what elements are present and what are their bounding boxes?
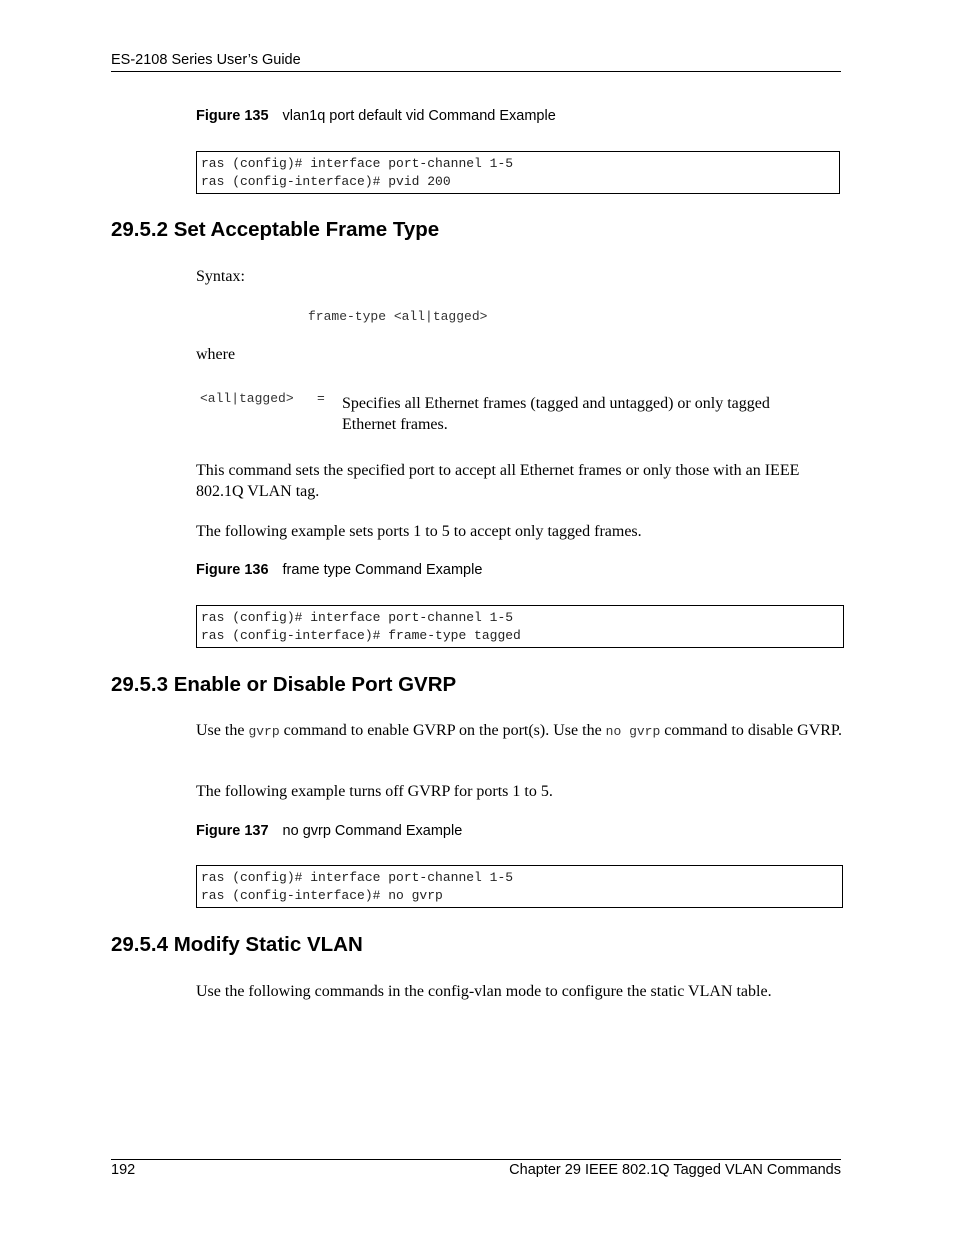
chapter-title: Chapter 29 IEEE 802.1Q Tagged VLAN Commands — [509, 1162, 841, 1178]
code-line: ras (config-interface)# no gvrp — [201, 887, 443, 903]
paragraph: The following example turns off GVRP for ports 1 to 5. — [196, 783, 553, 800]
code-line: ras (config-interface)# pvid 200 — [201, 173, 451, 189]
code-example-box — [196, 605, 844, 648]
page-number: 192 — [111, 1162, 136, 1178]
figure-caption — [196, 562, 482, 578]
figure-title: vlan1q port default vid Command Example — [282, 108, 556, 124]
code-example-box — [196, 151, 840, 194]
inline-code: gvrp — [248, 724, 280, 739]
figure-caption — [196, 823, 462, 839]
figure-label: Figure 137 — [196, 823, 269, 839]
inline-code: no gvrp — [605, 724, 661, 739]
parameter-name: <all|tagged> — [200, 391, 294, 406]
paragraph: Use the following commands in the config-vlan mode to configure the static VLAN table. — [196, 983, 772, 1000]
running-header: ES-2108 Series User’s Guide — [111, 52, 301, 68]
paragraph: This command sets the specified port to accept all Ethernet frames or only those with an IEEE 802.1Q VLAN tag. — [196, 462, 800, 500]
paragraph: The following example sets ports 1 to 5 to accept only tagged frames. — [196, 523, 642, 540]
figure-title: frame type Command Example — [282, 562, 483, 578]
text-run: Use the — [196, 722, 249, 739]
syntax-code: frame-type <all|tagged> — [308, 309, 488, 324]
code-example-box — [196, 865, 843, 908]
footer-rule — [111, 1159, 841, 1160]
figure-caption — [196, 108, 556, 124]
code-line: ras (config)# interface port-channel 1-5 — [201, 156, 514, 171]
header-rule — [111, 71, 841, 72]
paragraph — [196, 720, 844, 742]
figure-label: Figure 135 — [196, 108, 269, 124]
code-line: ras (config)# interface port-channel 1-5 — [201, 610, 514, 625]
code-line: ras (config-interface)# frame-type tagged — [201, 627, 521, 643]
section-heading: 29.5.3 Enable or Disable Port GVRP — [111, 673, 457, 696]
figure-label: Figure 136 — [196, 562, 269, 578]
code-line: ras (config)# interface port-channel 1-5 — [201, 870, 514, 885]
where-label: where — [196, 346, 236, 363]
section-heading: 29.5.2 Set Acceptable Frame Type — [111, 218, 440, 241]
parameter-equals: = — [317, 391, 325, 406]
section-heading: 29.5.4 Modify Static VLAN — [111, 933, 363, 956]
figure-title: no gvrp Command Example — [282, 823, 463, 839]
text-run: command to disable GVRP. — [660, 722, 843, 739]
text-run: command to enable GVRP on the port(s). Use the — [279, 722, 606, 739]
syntax-label: Syntax: — [196, 268, 245, 285]
parameter-description: Specifies all Ethernet frames (tagged and untagged) or only tagged Ethernet frames. — [342, 395, 770, 433]
